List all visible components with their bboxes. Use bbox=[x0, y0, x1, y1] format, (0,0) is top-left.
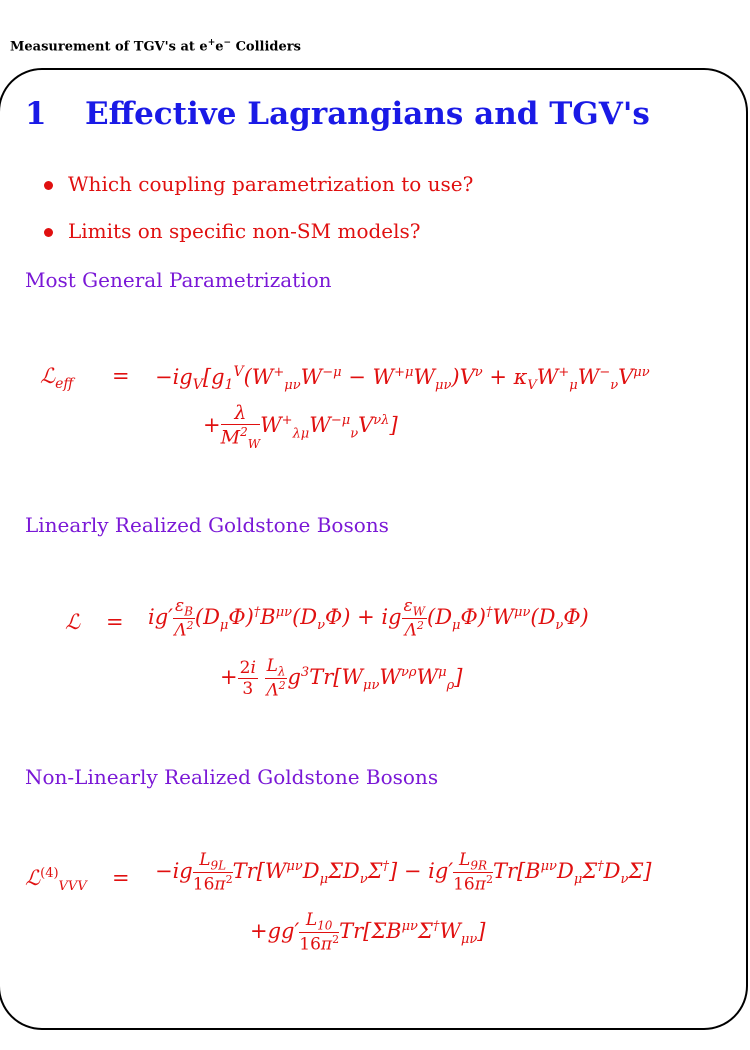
eq-eff-equals: = bbox=[112, 364, 130, 388]
section-number: 1 bbox=[25, 96, 47, 132]
section-nonlinear: Non-Linearly Realized Goldstone Bosons bbox=[25, 765, 439, 789]
eq-nl-line1: −ig $\frac{L_{9L}}{16\pi^2}$ $Tr[W^{\mu\nu}D_\mu\Sigma D_\nu\Sigma^\dagger] - ig'$ $\frac{L_{9R}}{16\pi^2}$ $Tr[B^{\mu\nu}D_\mu\Sigma^\dagger D_\nu\Sigma]$ bbox=[155, 850, 652, 896]
bullet-item: Which coupling parametrization to use? bbox=[40, 172, 473, 219]
bullet-icon bbox=[44, 228, 53, 237]
eq-nl-lhs: ℒ$^{(4)}_{VVV}$ bbox=[25, 866, 87, 895]
eq-lin-line2: + $\frac{2i}{3}$ $\frac{L_\lambda}{\Lambda^2}$ $g^3Tr[W_{\mu\nu}W^{\nu\rho}W^\mu_\rho]$ bbox=[220, 656, 463, 702]
section-linear: Linearly Realized Goldstone Bosons bbox=[25, 513, 389, 537]
eq-lin-equals: = bbox=[106, 610, 124, 634]
slide-title bbox=[25, 96, 650, 132]
eq-eff-line2: + $\frac{\lambda}{M^2_W}$ $W^+_{\lambda\mu}W^{-\mu}_\nu V^{\nu\lambda}$] bbox=[203, 402, 398, 452]
eq-nl-equals: = bbox=[112, 866, 130, 890]
title-text: Effective Lagrangians and TGV's bbox=[85, 96, 650, 132]
bullet-icon bbox=[44, 181, 53, 190]
bullet-list bbox=[40, 172, 473, 266]
eq-eff-lhs: ℒ$_{eff}$ bbox=[40, 364, 74, 393]
eq-nl-line2: +gg′ $\frac{L_{10}}{16\pi^2}$ $Tr[\Sigma B^{\mu\nu}\Sigma^\dagger W_{\mu\nu}]$ bbox=[250, 910, 486, 956]
running-header: Measurement of TGV's at e+e− Colliders bbox=[10, 38, 301, 55]
eq-lin-lhs: ℒ bbox=[65, 610, 81, 634]
bullet-item: Limits on specific non-SM models? bbox=[40, 219, 473, 266]
section-general: Most General Parametrization bbox=[25, 268, 332, 292]
eq-eff-line1: $-ig_V[g_1^V(W^+_{\mu\nu}W^{-\mu} - W^{+\mu}W_{\mu\nu})V^\nu + \kappa_VW^+_\mu W^-_\nu V^{\mu\nu}$ bbox=[155, 364, 650, 394]
eq-lin-line1: ig′ $\frac{\varepsilon_B}{\Lambda^2}$ $(D_\mu\Phi)^\dagger B^{\mu\nu}(D_\nu\Phi)$ + ig $\frac{\varepsilon_W}{\Lambda^2}$ $(D_\mu\Phi)^\dagger W^{\mu\nu}(D_\nu\Phi)$ bbox=[148, 596, 589, 642]
